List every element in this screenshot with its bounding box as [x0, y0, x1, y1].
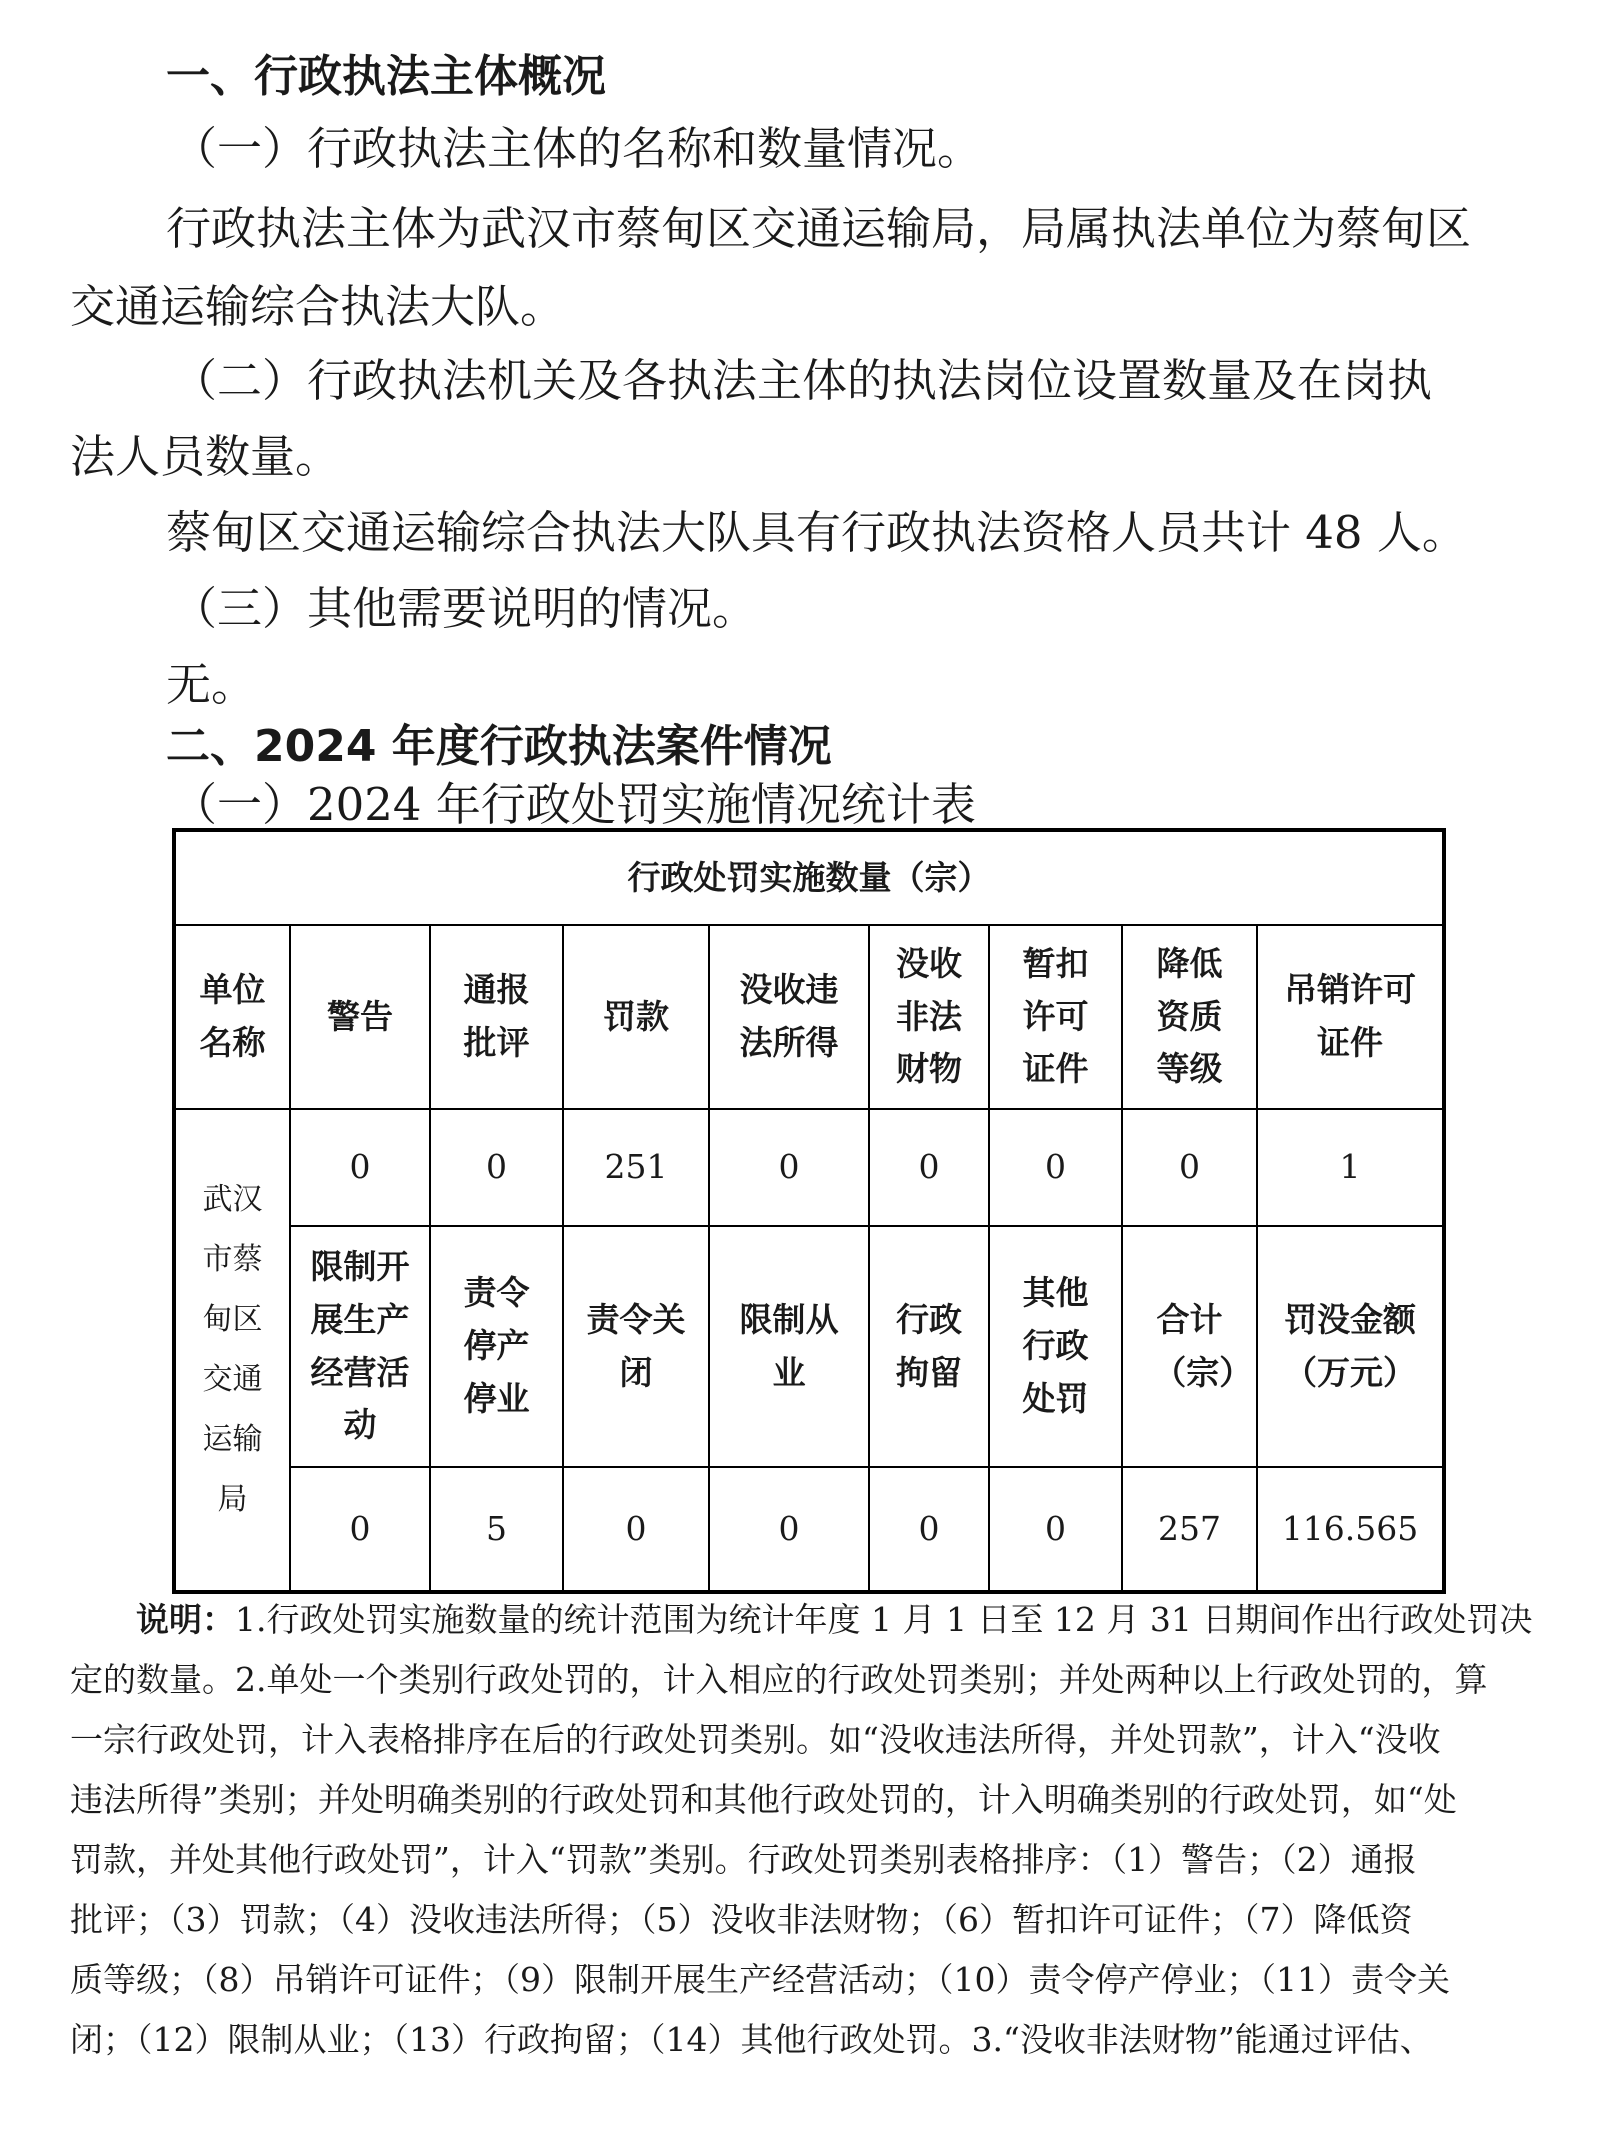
value-confiscate-illegal-income: 0	[709, 1109, 869, 1226]
unit-name-cell: 武汉市蔡甸区交通运输局	[174, 1109, 290, 1592]
value-fine-amount: 116.565	[1257, 1467, 1444, 1592]
value-confiscate-illegal-property: 0	[869, 1109, 989, 1226]
header-order-suspend-production: 责令停产停业	[430, 1226, 563, 1467]
header-circulate-criticism: 通报批评	[430, 925, 563, 1109]
penalty-statistics-table	[172, 828, 1446, 1594]
note-line-2: 定的数量。2.单处一个类别行政处罚的，计入相应的行政处罚类别；并处两种以上行政处罚的，算	[70, 1660, 1488, 1699]
header-confiscate-illegal-property: 没收非法财物	[869, 925, 989, 1109]
paragraph-2: 蔡甸区交通运输综合执法大队具有行政执法资格人员共计 48 人。	[166, 506, 1467, 559]
value-other-penalty: 0	[989, 1467, 1122, 1592]
value-circulate-criticism: 0	[430, 1109, 563, 1226]
value-suspend-license: 0	[989, 1109, 1122, 1226]
value-administrative-detention: 0	[869, 1467, 989, 1592]
value-order-closure: 0	[563, 1467, 709, 1592]
note-line-7: 质等级；（8）吊销许可证件；（9）限制开展生产经营活动；（10）责令停产停业；（11）责令关	[70, 1960, 1450, 1999]
section1-subheading-3: （三）其他需要说明的情况。	[172, 582, 758, 635]
header-fine: 罚款	[563, 925, 709, 1109]
note-line-6: 批评；（3）罚款；（4）没收违法所得；（5）没收非法财物；（6）暂扣许可证件；（7）降低资	[70, 1900, 1413, 1939]
header-restrict-employment: 限制从业	[709, 1226, 869, 1467]
section1-heading: 一、行政执法主体概况	[166, 51, 606, 102]
paragraph-3: 无。	[166, 658, 257, 711]
note-label: 说明：	[136, 1600, 235, 1639]
header-warning: 警告	[290, 925, 430, 1109]
header-other-penalty: 其他行政处罚	[989, 1226, 1122, 1467]
paragraph-1-line-1: 行政执法主体为武汉市蔡甸区交通运输局，局属执法单位为蔡甸区	[166, 202, 1472, 255]
paragraph-1-line-2: 交通运输综合执法大队。	[70, 280, 566, 333]
header-lower-qualification: 降低资质等级	[1122, 925, 1257, 1109]
header-suspend-license: 暂扣许可证件	[989, 925, 1122, 1109]
value-fine: 251	[563, 1109, 709, 1226]
header-restrict-production: 限制开展生产经营活动	[290, 1226, 430, 1467]
value-total: 257	[1122, 1467, 1257, 1592]
header-unit-name: 单位名称	[174, 925, 290, 1109]
note-line-8: 闭；（12）限制从业；（13）行政拘留；（14）其他行政处罚。3.“没收非法财物”能通过评估、	[70, 2020, 1433, 2059]
header-administrative-detention: 行政拘留	[869, 1226, 989, 1467]
section2-subheading-1: （一）2024 年行政处罚实施情况统计表	[172, 778, 976, 831]
value-restrict-employment: 0	[709, 1467, 869, 1592]
note-line-1: 说明：1.行政处罚实施数量的统计范围为统计年度 1 月 1 日至 12 月 31 日期间作出行政处罚决	[136, 1600, 1533, 1639]
header-revoke-license: 吊销许可证件	[1257, 925, 1444, 1109]
value-restrict-production: 0	[290, 1467, 430, 1592]
header-total: 合计（宗）	[1122, 1226, 1257, 1467]
value-warning: 0	[290, 1109, 430, 1226]
value-revoke-license: 1	[1257, 1109, 1444, 1226]
note-line-4: 违法所得”类别；并处明确类别的行政处罚和其他行政处罚的，计入明确类别的行政处罚，如“处	[70, 1780, 1457, 1819]
header-fine-amount: 罚没金额（万元）	[1257, 1226, 1444, 1467]
note-line-3: 一宗行政处罚，计入表格排序在后的行政处罚类别。如“没收违法所得，并处罚款”，计入“没收	[70, 1720, 1441, 1759]
note-line-5: 罚款，并处其他行政处罚”，计入“罚款”类别。行政处罚类别表格排序：（1）警告；（2）通报	[70, 1840, 1417, 1879]
header-order-closure: 责令关闭	[563, 1226, 709, 1467]
section1-subheading-2-line-1: （二）行政执法机关及各执法主体的执法岗位设置数量及在岗执	[172, 354, 1433, 407]
header-confiscate-illegal-income: 没收违法所得	[709, 925, 869, 1109]
table-caption: 行政处罚实施数量（宗）	[174, 830, 1444, 925]
section1-subheading-1: （一）行政执法主体的名称和数量情况。	[172, 122, 983, 175]
value-order-suspend-production: 5	[430, 1467, 563, 1592]
section1-subheading-2-line-2: 法人员数量。	[70, 430, 341, 483]
section2-heading: 二、2024 年度行政执法案件情况	[166, 721, 832, 772]
value-lower-qualification: 0	[1122, 1109, 1257, 1226]
